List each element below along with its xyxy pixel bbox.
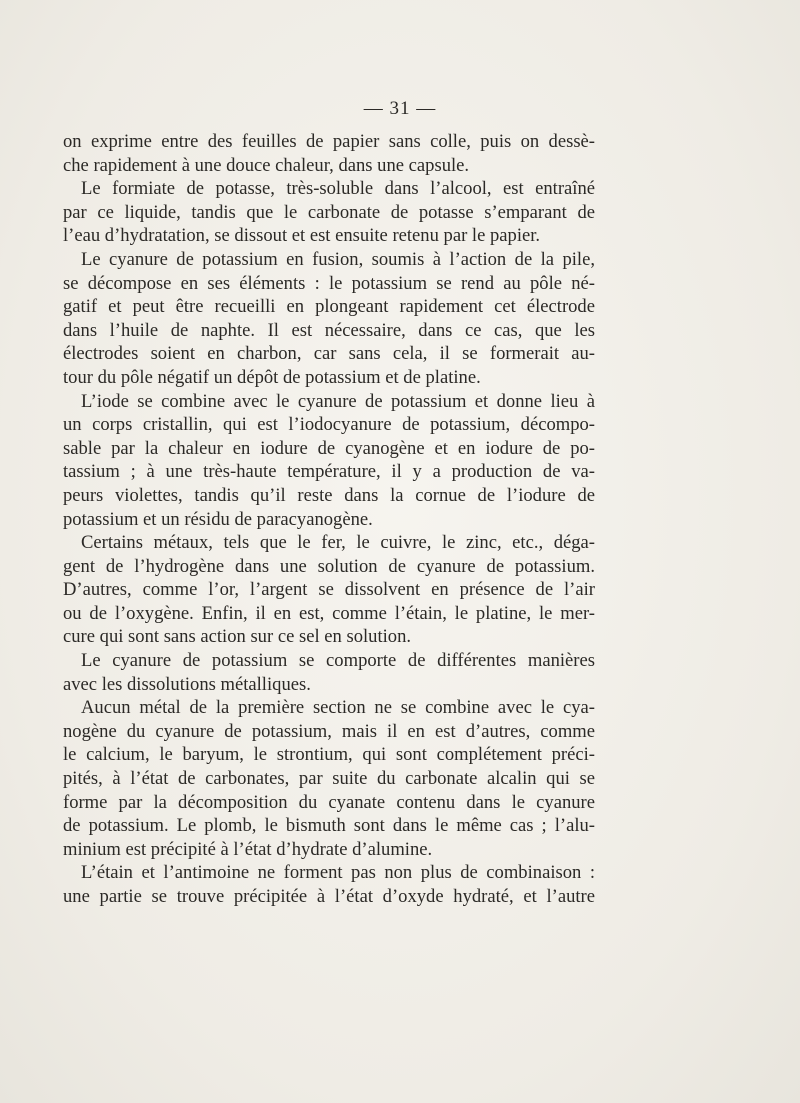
body-text bbox=[63, 130, 595, 909]
page-number: — 31 — bbox=[363, 98, 437, 119]
text-line: on exprime entre des feuilles de papier sans colle, puis on dessè- bbox=[63, 131, 595, 152]
text-line: Le cyanure de potassium en fusion, soumis à l’action de la pile, bbox=[81, 248, 595, 270]
text-line: peurs violettes, tandis qu’il reste dans la cornue de l’iodure de bbox=[63, 484, 595, 506]
text-line: Le cyanure de potassium se comporte de différentes manières bbox=[81, 650, 595, 672]
text-line: che rapidement à une douce chaleur, dans une capsule. bbox=[63, 154, 470, 176]
text-line: l’eau d’hydratation, se dissout et est ensuite retenu par le papier. bbox=[63, 225, 541, 247]
text-line: D’autres, comme l’or, l’argent se dissolvent en présence de l’air bbox=[63, 579, 595, 601]
text-line: nogène du cyanure de potassium, mais il en est d’autres, comme bbox=[63, 720, 595, 742]
text-line: tour du pôle négatif un dépôt de potassium et de platine. bbox=[63, 366, 481, 388]
text-line: se décompose en ses éléments : le potassium se rend au pôle né- bbox=[63, 272, 595, 294]
text-line: pités, à l’état de carbonates, par suite du carbonate alcalin qui se bbox=[63, 768, 595, 790]
text-line: de potassium. Le plomb, le bismuth sont dans le même cas ; l’alu- bbox=[63, 815, 595, 837]
text-line: ou de l’oxygène. Enfin, il en est, comme l’étain, le platine, le mer- bbox=[63, 602, 595, 624]
text-line: gatif et peut être recueilli en plongeant rapidement cet électrode bbox=[63, 296, 595, 318]
text-line: avec les dissolutions métalliques. bbox=[63, 673, 311, 695]
text-line: tassium ; à une très-haute température, il y a production de va- bbox=[63, 461, 595, 483]
text-line: Certains métaux, tels que le fer, le cuivre, le zinc, etc., déga- bbox=[81, 532, 595, 554]
text-line: par ce liquide, tandis que le carbonate de potasse s’emparant de bbox=[63, 201, 595, 223]
text-line: forme par la décomposition du cyanate contenu dans le cyanure bbox=[63, 791, 595, 813]
text-line: gent de l’hydrogène dans une solution de cyanure de potassium. bbox=[63, 555, 595, 577]
text-line: potassium et un résidu de paracyanogène. bbox=[63, 508, 373, 530]
text-line: Le formiate de potasse, très-soluble dans l’alcool, est entraîné bbox=[81, 178, 595, 200]
text-line: Aucun métal de la première section ne se combine avec le cya- bbox=[81, 697, 595, 719]
text-line: cure qui sont sans action sur ce sel en solution. bbox=[63, 626, 412, 648]
text-line: L’étain et l’antimoine ne forment pas non plus de combinaison : bbox=[81, 862, 595, 884]
text-line: un corps cristallin, qui est l’iodocyanure de potassium, décompo- bbox=[63, 414, 595, 436]
text-line: le calcium, le baryum, le strontium, qui sont complétement préci- bbox=[63, 744, 595, 766]
text-line: sable par la chaleur en iodure de cyanogène et en iodure de po- bbox=[63, 437, 595, 459]
text-line: minium est précipité à l’état d’hydrate d’alumine. bbox=[63, 838, 433, 860]
text-line: une partie se trouve précipitée à l’état d’oxyde hydraté, et l’autre bbox=[63, 886, 595, 907]
text-line: électrodes soient en charbon, car sans cela, il se formerait au- bbox=[63, 343, 595, 365]
text-line: dans l’huile de naphte. Il est nécessaire, dans ce cas, que les bbox=[63, 319, 595, 341]
text-line: L’iode se combine avec le cyanure de potassium et donne lieu à bbox=[81, 390, 595, 412]
